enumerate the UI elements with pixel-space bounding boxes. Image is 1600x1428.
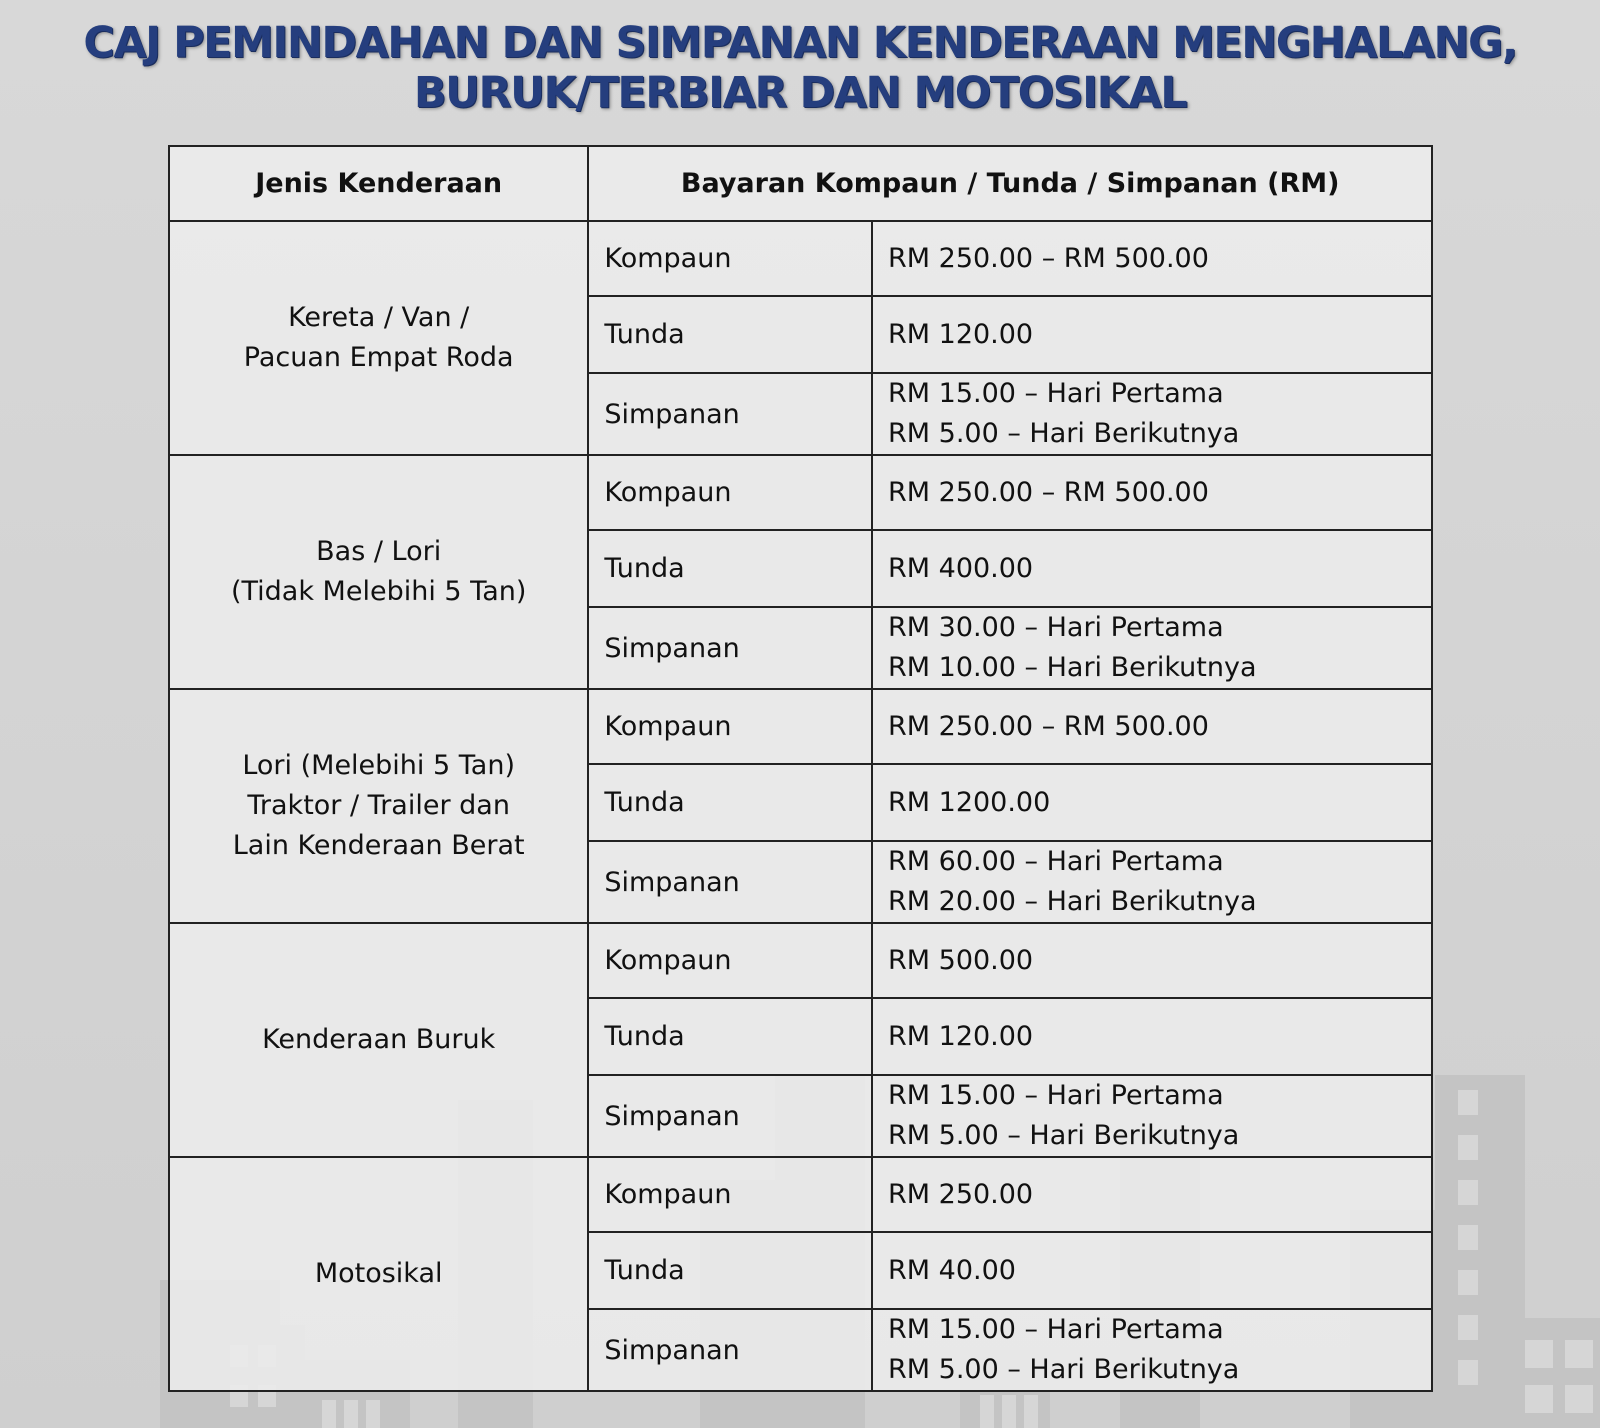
fee-type-cell: Simpanan [588, 1309, 872, 1391]
vehicle-type-line: Motosikal [314, 1258, 443, 1289]
table-row [169, 221, 1432, 296]
fee-type-cell: Tunda [588, 1232, 872, 1309]
vehicle-type-cell [169, 455, 588, 689]
fee-value-cell [872, 455, 1432, 530]
fee-value-cell [872, 530, 1432, 607]
fee-type-cell: Kompaun [588, 689, 872, 764]
vehicle-type-line: Traktor / Trailer dan [247, 790, 510, 821]
fee-value: RM 250.00 – RM 500.00 [888, 242, 1209, 274]
fee-value-cell [872, 1075, 1432, 1157]
vehicle-type-cell [169, 221, 588, 455]
fee-value: RM 60.00 – Hari Pertama [888, 846, 1224, 877]
fee-value: RM 5.00 – Hari Berikutnya [888, 418, 1240, 449]
fee-value-cell [872, 1157, 1432, 1232]
fee-value: RM 1200.00 [888, 786, 1051, 818]
fee-type-cell: Simpanan [588, 841, 872, 923]
fee-value: RM 10.00 – Hari Berikutnya [888, 652, 1257, 683]
fee-value-cell [872, 1309, 1432, 1391]
fee-value: RM 15.00 – Hari Pertama [888, 1314, 1224, 1345]
table-row [169, 455, 1432, 530]
fee-type-cell: Simpanan [588, 607, 872, 689]
fee-type-cell: Simpanan [588, 1075, 872, 1157]
fee-value: RM 30.00 – Hari Pertama [888, 612, 1224, 643]
fee-value-cell [872, 373, 1432, 455]
fee-type-cell: Kompaun [588, 455, 872, 530]
vehicle-type-line: Kenderaan Buruk [262, 1024, 496, 1055]
fee-value-cell [872, 607, 1432, 689]
fee-value-cell [872, 296, 1432, 373]
fee-value: RM 400.00 [888, 552, 1034, 584]
fee-value-cell [872, 998, 1432, 1075]
fee-type-cell: Tunda [588, 998, 872, 1075]
table-row [169, 1157, 1432, 1232]
fee-value: RM 120.00 [888, 318, 1034, 350]
vehicle-type-line: Lain Kenderaan Berat [232, 830, 525, 861]
fee-type-cell: Simpanan [588, 373, 872, 455]
fee-type-cell: Tunda [588, 530, 872, 607]
title-line-2: BURUK/TERBIAR DAN MOTOSIKAL [413, 68, 1187, 118]
vehicle-type-cell [169, 1157, 588, 1391]
fee-value: RM 250.00 – RM 500.00 [888, 476, 1209, 508]
fee-value: RM 5.00 – Hari Berikutnya [888, 1354, 1240, 1385]
fee-value-cell [872, 923, 1432, 998]
fee-value: RM 15.00 – Hari Pertama [888, 378, 1224, 409]
fee-value: RM 250.00 – RM 500.00 [888, 710, 1209, 742]
fee-value-cell [872, 689, 1432, 764]
fee-value: RM 15.00 – Hari Pertama [888, 1080, 1224, 1111]
fee-type-cell: Kompaun [588, 1157, 872, 1232]
fee-type-cell: Kompaun [588, 923, 872, 998]
fee-value: RM 250.00 [888, 1178, 1034, 1210]
fee-value-cell [872, 1232, 1432, 1309]
vehicle-type-line: Pacuan Empat Roda [243, 342, 514, 373]
title-line-1: CAJ PEMINDAHAN DAN SIMPANAN KENDERAAN MENGHALANG, [83, 18, 1517, 68]
table-row [169, 923, 1432, 998]
vehicle-type-cell [169, 923, 588, 1157]
fee-value-cell [872, 841, 1432, 923]
vehicle-type-cell [169, 689, 588, 923]
fee-type-cell: Tunda [588, 764, 872, 841]
header-vehicle-type: Jenis Kenderaan [169, 146, 588, 221]
fee-value-cell [872, 221, 1432, 296]
header-fees: Bayaran Kompaun / Tunda / Simpanan (RM) [588, 146, 1432, 221]
fee-type-cell: Tunda [588, 296, 872, 373]
page-title [0, 18, 1600, 118]
fee-value: RM 120.00 [888, 1020, 1034, 1052]
vehicle-type-line: Lori (Melebihi 5 Tan) [242, 750, 515, 781]
fee-value: RM 5.00 – Hari Berikutnya [888, 1120, 1240, 1151]
table-header-row [169, 146, 1432, 221]
vehicle-type-line: (Tidak Melebihi 5 Tan) [230, 576, 527, 607]
fee-type-cell: Kompaun [588, 221, 872, 296]
fee-value-cell [872, 764, 1432, 841]
fee-value: RM 40.00 [888, 1254, 1016, 1286]
fee-value: RM 500.00 [888, 944, 1034, 976]
fee-value: RM 20.00 – Hari Berikutnya [888, 886, 1257, 917]
fee-table [168, 145, 1433, 1392]
vehicle-type-line: Kereta / Van / [288, 302, 470, 333]
table-row [169, 689, 1432, 764]
vehicle-type-line: Bas / Lori [316, 536, 442, 567]
